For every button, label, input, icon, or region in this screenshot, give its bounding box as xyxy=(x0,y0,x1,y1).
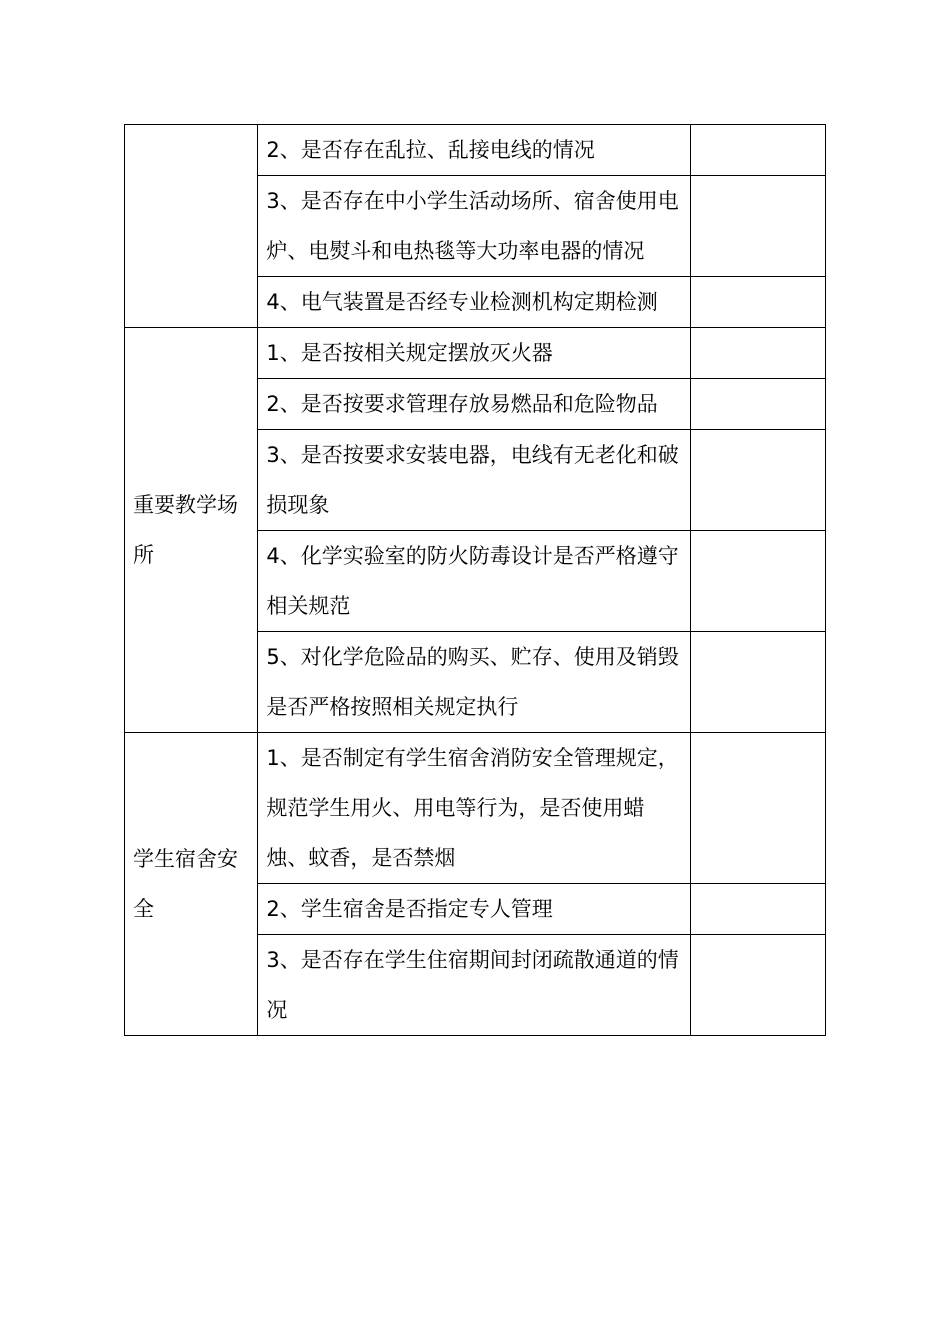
result-cell[interactable] xyxy=(690,125,825,176)
result-cell[interactable] xyxy=(690,328,825,379)
check-item: 2、是否存在乱拉、乱接电线的情况 xyxy=(258,125,690,176)
category-cell: 学生宿舍安全 xyxy=(125,733,258,1036)
category-cell: 重要教学场所 xyxy=(125,328,258,733)
result-cell[interactable] xyxy=(690,531,825,632)
table-row xyxy=(125,328,826,379)
result-cell[interactable] xyxy=(690,379,825,430)
result-cell[interactable] xyxy=(690,176,825,277)
check-item: 3、是否按要求安装电器，电线有无老化和破损现象 xyxy=(258,430,690,531)
check-item: 4、化学实验室的防火防毒设计是否严格遵守相关规范 xyxy=(258,531,690,632)
result-cell[interactable] xyxy=(690,277,825,328)
table-row xyxy=(125,125,826,176)
check-item: 1、是否制定有学生宿舍消防安全管理规定，规范学生用火、用电等行为，是否使用蜡烛、蚊香，是否禁烟 xyxy=(258,733,690,884)
result-cell[interactable] xyxy=(690,632,825,733)
result-cell[interactable] xyxy=(690,733,825,884)
check-item: 4、电气装置是否经专业检测机构定期检测 xyxy=(258,277,690,328)
check-item: 5、对化学危险品的购买、贮存、使用及销毁是否严格按照相关规定执行 xyxy=(258,632,690,733)
table-row xyxy=(125,733,826,884)
result-cell[interactable] xyxy=(690,430,825,531)
check-item: 3、是否存在中小学生活动场所、宿舍使用电炉、电熨斗和电热毯等大功率电器的情况 xyxy=(258,176,690,277)
result-cell[interactable] xyxy=(690,935,825,1036)
result-cell[interactable] xyxy=(690,884,825,935)
check-item: 1、是否按相关规定摆放灭火器 xyxy=(258,328,690,379)
check-item: 3、是否存在学生住宿期间封闭疏散通道的情况 xyxy=(258,935,690,1036)
check-item: 2、是否按要求管理存放易燃品和危险物品 xyxy=(258,379,690,430)
safety-checklist-table xyxy=(124,124,826,1036)
check-item: 2、学生宿舍是否指定专人管理 xyxy=(258,884,690,935)
category-cell xyxy=(125,125,258,328)
